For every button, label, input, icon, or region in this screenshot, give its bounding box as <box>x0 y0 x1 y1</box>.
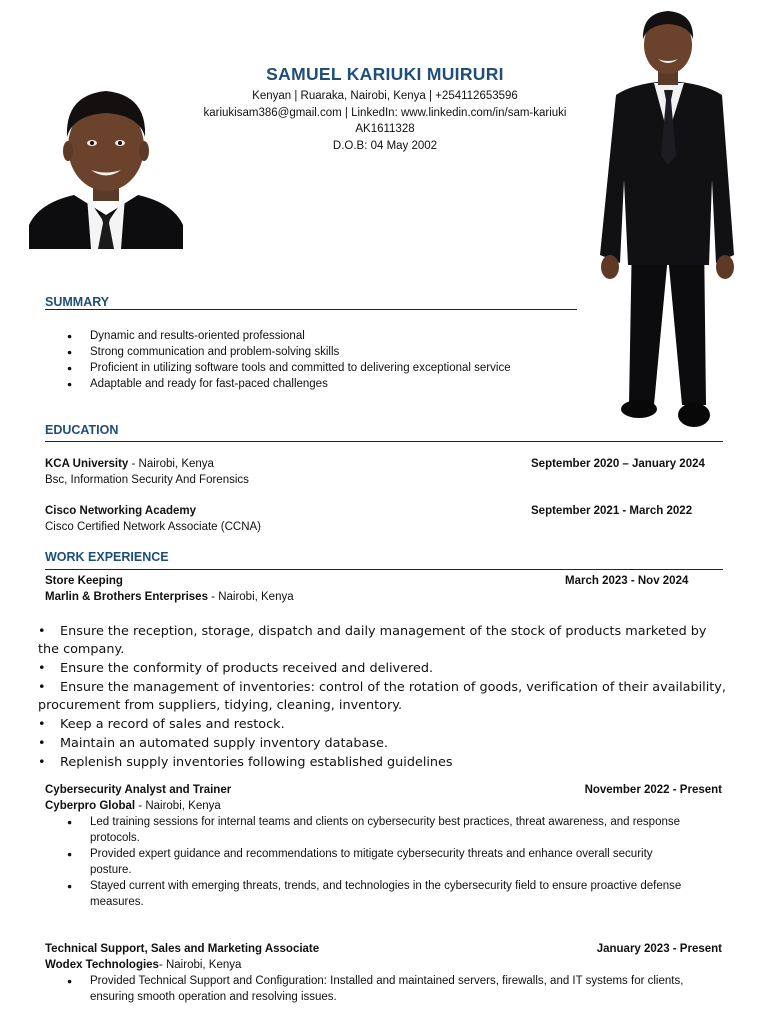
degree: Bsc, Information Security And Forensics <box>45 474 249 486</box>
job-store-keeping <box>45 573 725 605</box>
job-title: Store Keeping <box>45 575 123 587</box>
list-item: ● Adaptable and ready for fast-paced challenges <box>45 376 585 392</box>
list-item: • Maintain an automated supply inventory database. <box>38 736 388 751</box>
education-entry-cisco <box>45 503 725 535</box>
education-heading: EDUCATION <box>45 423 119 437</box>
contact-line-id: AK1611328 <box>355 123 415 135</box>
certification: Cisco Certified Network Associate (CCNA) <box>45 521 262 533</box>
institution-name: KCA University <box>45 458 129 470</box>
work-experience-heading: WORK EXPERIENCE <box>45 550 169 564</box>
summary-heading: SUMMARY <box>45 295 110 309</box>
company-location: - Nairobi, Kenya <box>135 800 221 812</box>
job1-duties-list <box>38 623 728 773</box>
contact-line-email-linkedin[interactable]: kariukisam386@gmail.com | LinkedIn: www.linkedin.com/in/sam-kariuki <box>203 106 567 119</box>
company-location: - Nairobi, Kenya <box>158 959 242 971</box>
company-location: - Nairobi, Kenya <box>207 591 294 603</box>
summary-list <box>45 328 585 392</box>
company-name: Marlin & Brothers Enterprises <box>45 591 208 603</box>
education-entry-kca <box>45 456 725 488</box>
list-item: ● Led training sessions for internal teams and clients on cybersecurity best practices, threat awareness, and response protocols. <box>45 814 685 846</box>
job-title: Technical Support, Sales and Marketing Associate <box>45 943 320 955</box>
list-item: ● Provided Technical Support and Configuration: Installed and maintained servers, firewalls, and IT systems for clients, ensuring smooth operation and resolving issues. <box>45 973 725 1005</box>
list-item: ● Stayed current with emerging threats, trends, and technologies in the cybersecurity field to ensure proactive defense measures. <box>45 878 685 910</box>
job-technical-support <box>45 941 722 973</box>
contact-block <box>170 88 600 154</box>
job-dates: March 2023 - Nov 2024 <box>565 575 689 587</box>
job-cybersecurity-analyst <box>45 782 722 814</box>
company-name: Wodex Technologies <box>45 959 159 971</box>
job3-duties-list <box>45 973 725 1005</box>
institution-location: - Nairobi, Kenya <box>128 458 214 470</box>
contact-line-dob: D.O.B: 04 May 2002 <box>332 139 438 152</box>
candidate-name: SAMUEL KARIUKI MUIRURI <box>266 64 504 84</box>
headshot-photo <box>29 75 183 249</box>
job-dates: November 2022 - Present <box>584 784 722 796</box>
list-item: ● Strong communication and problem-solving skills <box>45 344 585 360</box>
list-item: ● Proficient in utilizing software tools and committed to delivering exceptional service <box>45 360 585 376</box>
education-dates: September 2021 - March 2022 <box>531 505 693 517</box>
job-dates: January 2023 - Present <box>596 943 722 955</box>
summary-divider <box>45 309 577 310</box>
company-name: Cyberpro Global <box>45 800 136 812</box>
institution-name: Cisco Networking Academy <box>45 505 197 517</box>
list-item: ● Dynamic and results-oriented professional <box>45 328 585 344</box>
job-title: Cybersecurity Analyst and Trainer <box>45 784 232 796</box>
education-dates: September 2020 – January 2024 <box>531 458 705 470</box>
job2-duties-list <box>45 814 685 910</box>
list-item: • Ensure the conformity of products received and delivered. <box>38 661 434 676</box>
list-item: • Ensure the reception, storage, dispatch and daily management of the stock of products marketed by the company. <box>38 624 707 657</box>
list-item: • Ensure the management of inventories: control of the rotation of goods, verification of their availability, procurement from suppliers, tidying, cleaning, inventory. <box>38 680 726 713</box>
contact-line-location-phone: Kenyan | Ruaraka, Nairobi, Kenya | +254112653596 <box>252 90 518 102</box>
work-experience-divider <box>45 569 723 570</box>
list-item: • Keep a record of sales and restock. <box>38 717 285 732</box>
list-item: ● Provided expert guidance and recommendations to mitigate cybersecurity threats and enhance overall security posture. <box>45 846 685 878</box>
full-body-photo <box>594 5 744 437</box>
education-divider <box>45 441 723 442</box>
list-item: • Replenish supply inventories following established guidelines <box>38 755 453 770</box>
